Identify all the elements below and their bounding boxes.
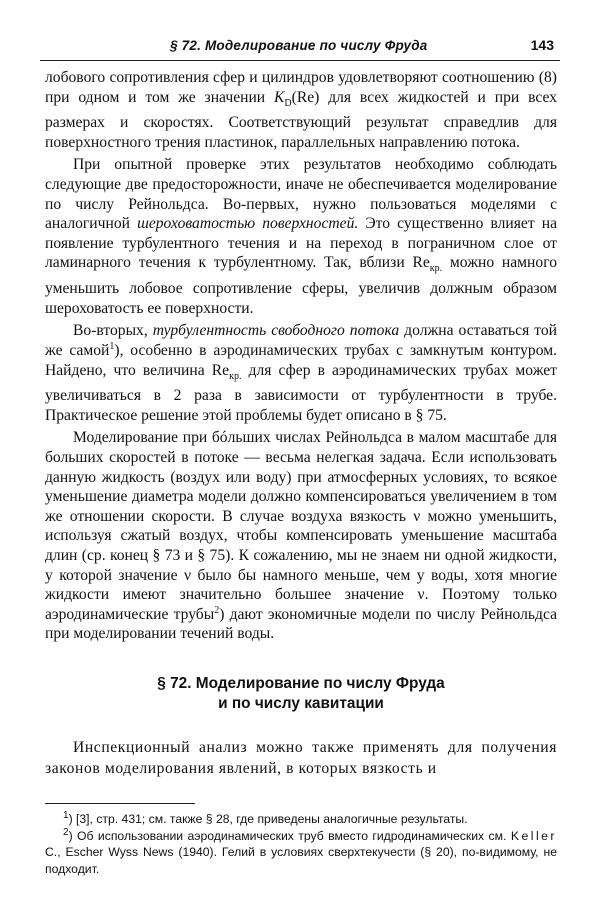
footnote-2: $^2$) Об использовании аэродинамических труб вместо гидродинамических см. Keller C., Escher Wyss News (1940). Гелий в условиях сверхтекучести (§ 20), по-видимому, не подходит. bbox=[45, 826, 557, 876]
section-heading-line-2: и по числу кавитации bbox=[218, 695, 384, 712]
footnote-1: $^1$) [3], стр. 431; см. также § 28, где приведены аналогичные результаты. bbox=[63, 809, 468, 826]
footnote-ref-1: 1 bbox=[109, 340, 115, 352]
header-rule bbox=[40, 60, 560, 61]
section-heading bbox=[45, 674, 557, 714]
paragraph-2: При опытной проверке этих результатов необходимо соблюдать следующие две предосторожности, иначе не обеспечивается моделирование по числу Рейнольдса. Во-первых, нужно пользоваться моделями с аналогичной шероховатостью поверхностей. Это существенно влияет на появление турбулентного течения и на переход в пограничном слое от ламинарного течения к турбулентному. Так, вблизи $Re_{кр.}$ можно намного уменьшить лобовое сопротивление сферы, увеличив должным образом шероховатость ее поверхности. bbox=[45, 156, 558, 317]
section-intro-paragraph: Инспекционный анализ можно также применять для получения законов моделирования явлений, в которых вязкость и bbox=[45, 739, 557, 777]
paragraph-3: Во-вторых, турбулентность свободного потока должна оставаться той же самой$^1$), особенно в аэродинамических трубах с замкнутым контуром. Найдено, что величина $Re_{кр.}$ для сфер в аэродинамических трубах может увеличиваться в 2 раза в зависимости от турбулентности в трубе. Практическое решение этой проблемы будет описано в § 75. bbox=[45, 322, 558, 424]
footnote-rule bbox=[45, 803, 195, 804]
page-number: 143 bbox=[530, 37, 554, 53]
section-intro bbox=[45, 738, 557, 782]
footnotes bbox=[45, 811, 557, 877]
paragraph-4: Моделирование при бóльших числах Рейнольдса в малом масштабе для больших скоростей в потоке — весьма нелегкая задача. Если использовать данную жидкость (воздух или воду) при атмосферных условиях, то всякое уменьшение диаметра модели должно компенсироваться увеличением в том же отношении скорости. В случае воздуха вязкость ν можно уменьшить, используя сжатый воздух, чтобы компенсировать уменьшение масштаба длин (ср. конец § 73 и § 75). К сожалению, мы не знаем ни одной жидкости, у которой значение ν было бы намного меньше, чем у воды, хотя многие жидкости имеют значительно большее значение ν. Поэтому только аэродинамические трубы$^2$) дают экономичные модели по числу Рейнольдса при моделировании течений воды. bbox=[45, 429, 557, 643]
running-header-title: § 72. Моделирование по числу Фруда bbox=[170, 38, 428, 53]
running-header bbox=[40, 38, 560, 60]
main-text bbox=[45, 68, 557, 647]
section-heading-line-1: § 72. Моделирование по числу Фруда bbox=[157, 675, 445, 692]
footnote-ref-2: 2 bbox=[214, 604, 220, 616]
paragraph-1: лобового сопротивления сфер и цилиндров удовлетворяют соотношению (8) при одном и том же значении $K_D(Re)$ для всех жидкостей и при всех размерах и скоростях. Соответствующий результат справедлив для поверхностного трения пластинок, параллельных направлению потока. bbox=[45, 69, 557, 151]
